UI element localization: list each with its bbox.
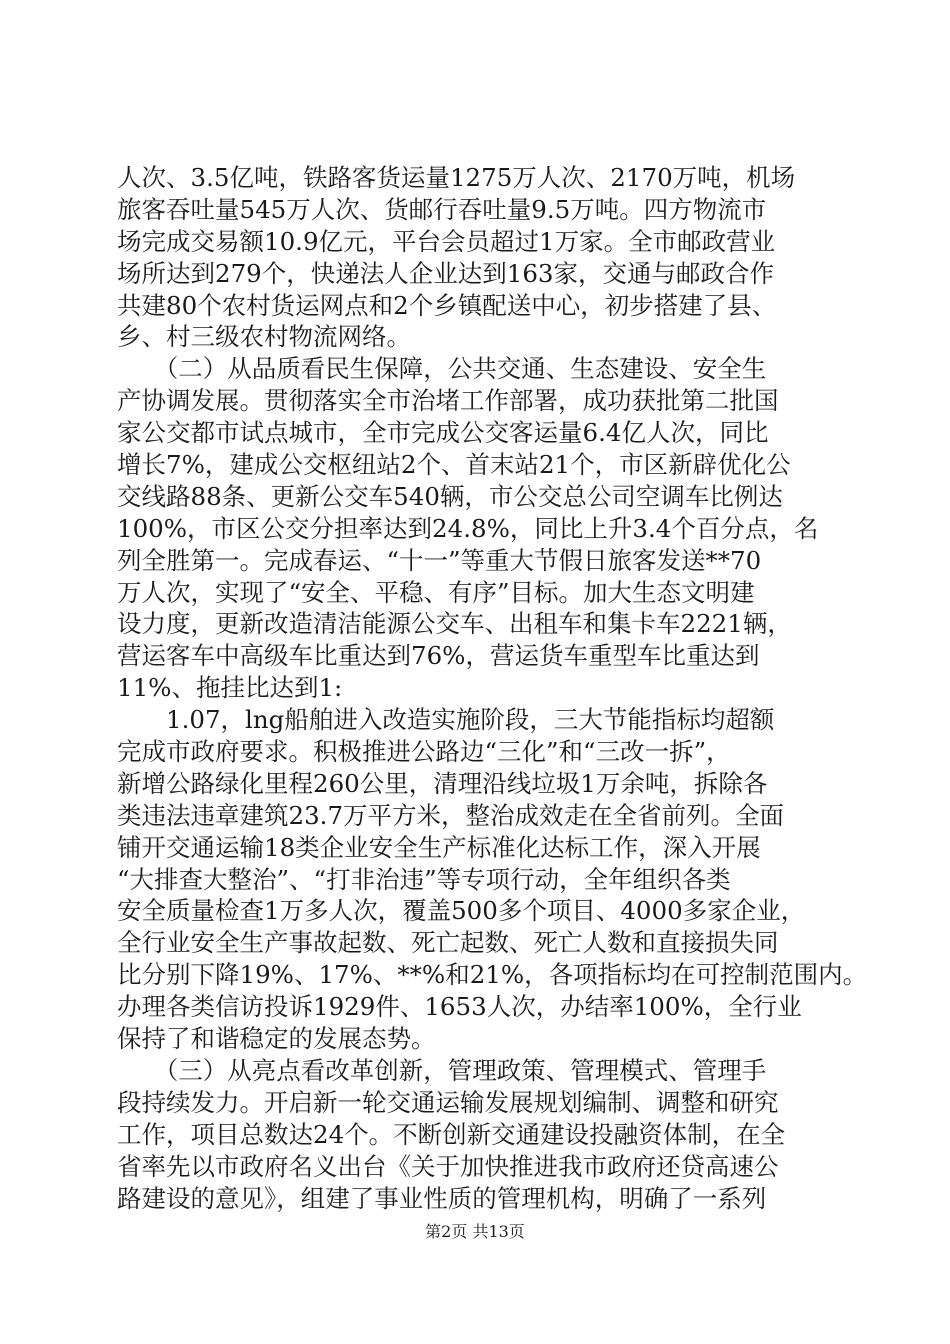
text-line: 1.07，lng船舶进入改造实施阶段，三大节能指标均超额: [117, 705, 775, 735]
text-line: 家公交都市试点城市，全市完成公交客运量6.4亿人次，同比: [117, 418, 769, 448]
text-line: 增长7%，建成公交枢纽站2个、首末站21个，市区新辟优化公: [117, 450, 791, 480]
text-line: 设力度，更新改造清洁能源公交车、出租车和集卡车2221辆，: [117, 609, 792, 639]
text-line: 人次、3.5亿吨，铁路客货运量1275万人次、2170万吨，机场: [117, 163, 796, 192]
text-line: 列全胜第一。完成春运、“十一”等重大节假日旅客发送**70: [117, 545, 762, 575]
text-line: 路建设的意见》，组建了事业性质的管理机构，明确了一系列: [117, 1183, 767, 1213]
text-line: 省率先以市政府名义出台《关于加快推进我市政府还贷高速公: [117, 1151, 779, 1181]
text-line: 安全质量检查1万多人次，覆盖500多个项目、4000多家企业，: [117, 896, 806, 926]
text-line: 类违法违章建筑23.7万平方米，整治成效走在全省前列。全面: [117, 800, 785, 830]
text-line: 比分别下降19%、17%、**%和21%，各项指标均在可控制范围内。: [117, 960, 868, 990]
text-line: 场完成交易额10.9亿元，平台会员超过1万家。全市邮政营业: [117, 226, 776, 256]
text-line: 全行业安全生产事故起数、死亡起数、死亡人数和直接损失同: [117, 928, 779, 958]
text-line: （三）从亮点看改革创新，管理政策、管理模式、管理手: [117, 1055, 767, 1085]
body-text: [117, 162, 868, 1214]
page-footer: 第2页 共13页: [425, 1222, 525, 1241]
text-line: 工作，项目总数达24个。不断创新交通建设投融资体制，在全: [117, 1119, 786, 1149]
text-line: 完成市政府要求。积极推进公路边“三化”和“三改一拆”，: [117, 737, 731, 767]
text-line: 交线路88条、更新公交车540辆，市公交总公司空调车比例达: [117, 481, 783, 511]
text-line: 办理各类信访投诉1929件、1653人次，办结率100%，全行业: [117, 992, 802, 1022]
text-line: （二）从品质看民生保障，公共交通、生态建设、安全生: [117, 354, 767, 384]
text-line: 营运客车中高级车比重达到76%，营运货车重型车比重达到: [117, 641, 760, 671]
text-line: 旅客吞吐量545万人次、货邮行吞吐量9.5万吨。四方物流市: [117, 194, 767, 224]
text-line: 乡、村三级农村物流网络。: [117, 322, 411, 352]
text-line: 段持续发力。开启新一轮交通运输发展规划编制、调整和研究: [117, 1087, 779, 1117]
text-line: 铺开交通运输18类企业安全生产标准化达标工作，深入开展: [117, 832, 761, 862]
text-line: 100%，市区公交分担率达到24.8%，同比上升3.4个百分点，名: [117, 513, 819, 543]
text-line: 保持了和谐稳定的发展态势。: [117, 1024, 436, 1054]
text-line: “大排查大整治”、“打非治违”等专项行动，全年组织各类: [117, 864, 731, 894]
text-line: 万人次，实现了“安全、平稳、有序”目标。加大生态文明建: [117, 577, 755, 607]
text-line: 共建80个农村货运网点和2个乡镇配送中心，初步搭建了县、: [117, 290, 777, 320]
text-line: 产协调发展。贯彻落实全市治堵工作部署，成功获批第二批国: [117, 386, 779, 416]
text-line: 场所达到279个，快递法人企业达到163家，交通与邮政合作: [117, 258, 775, 288]
text-line: 新增公路绿化里程260公里，清理沿线垃圾1万余吨，拆除各: [117, 768, 768, 798]
text-line: 11%、拖挂比达到1:: [117, 673, 343, 703]
